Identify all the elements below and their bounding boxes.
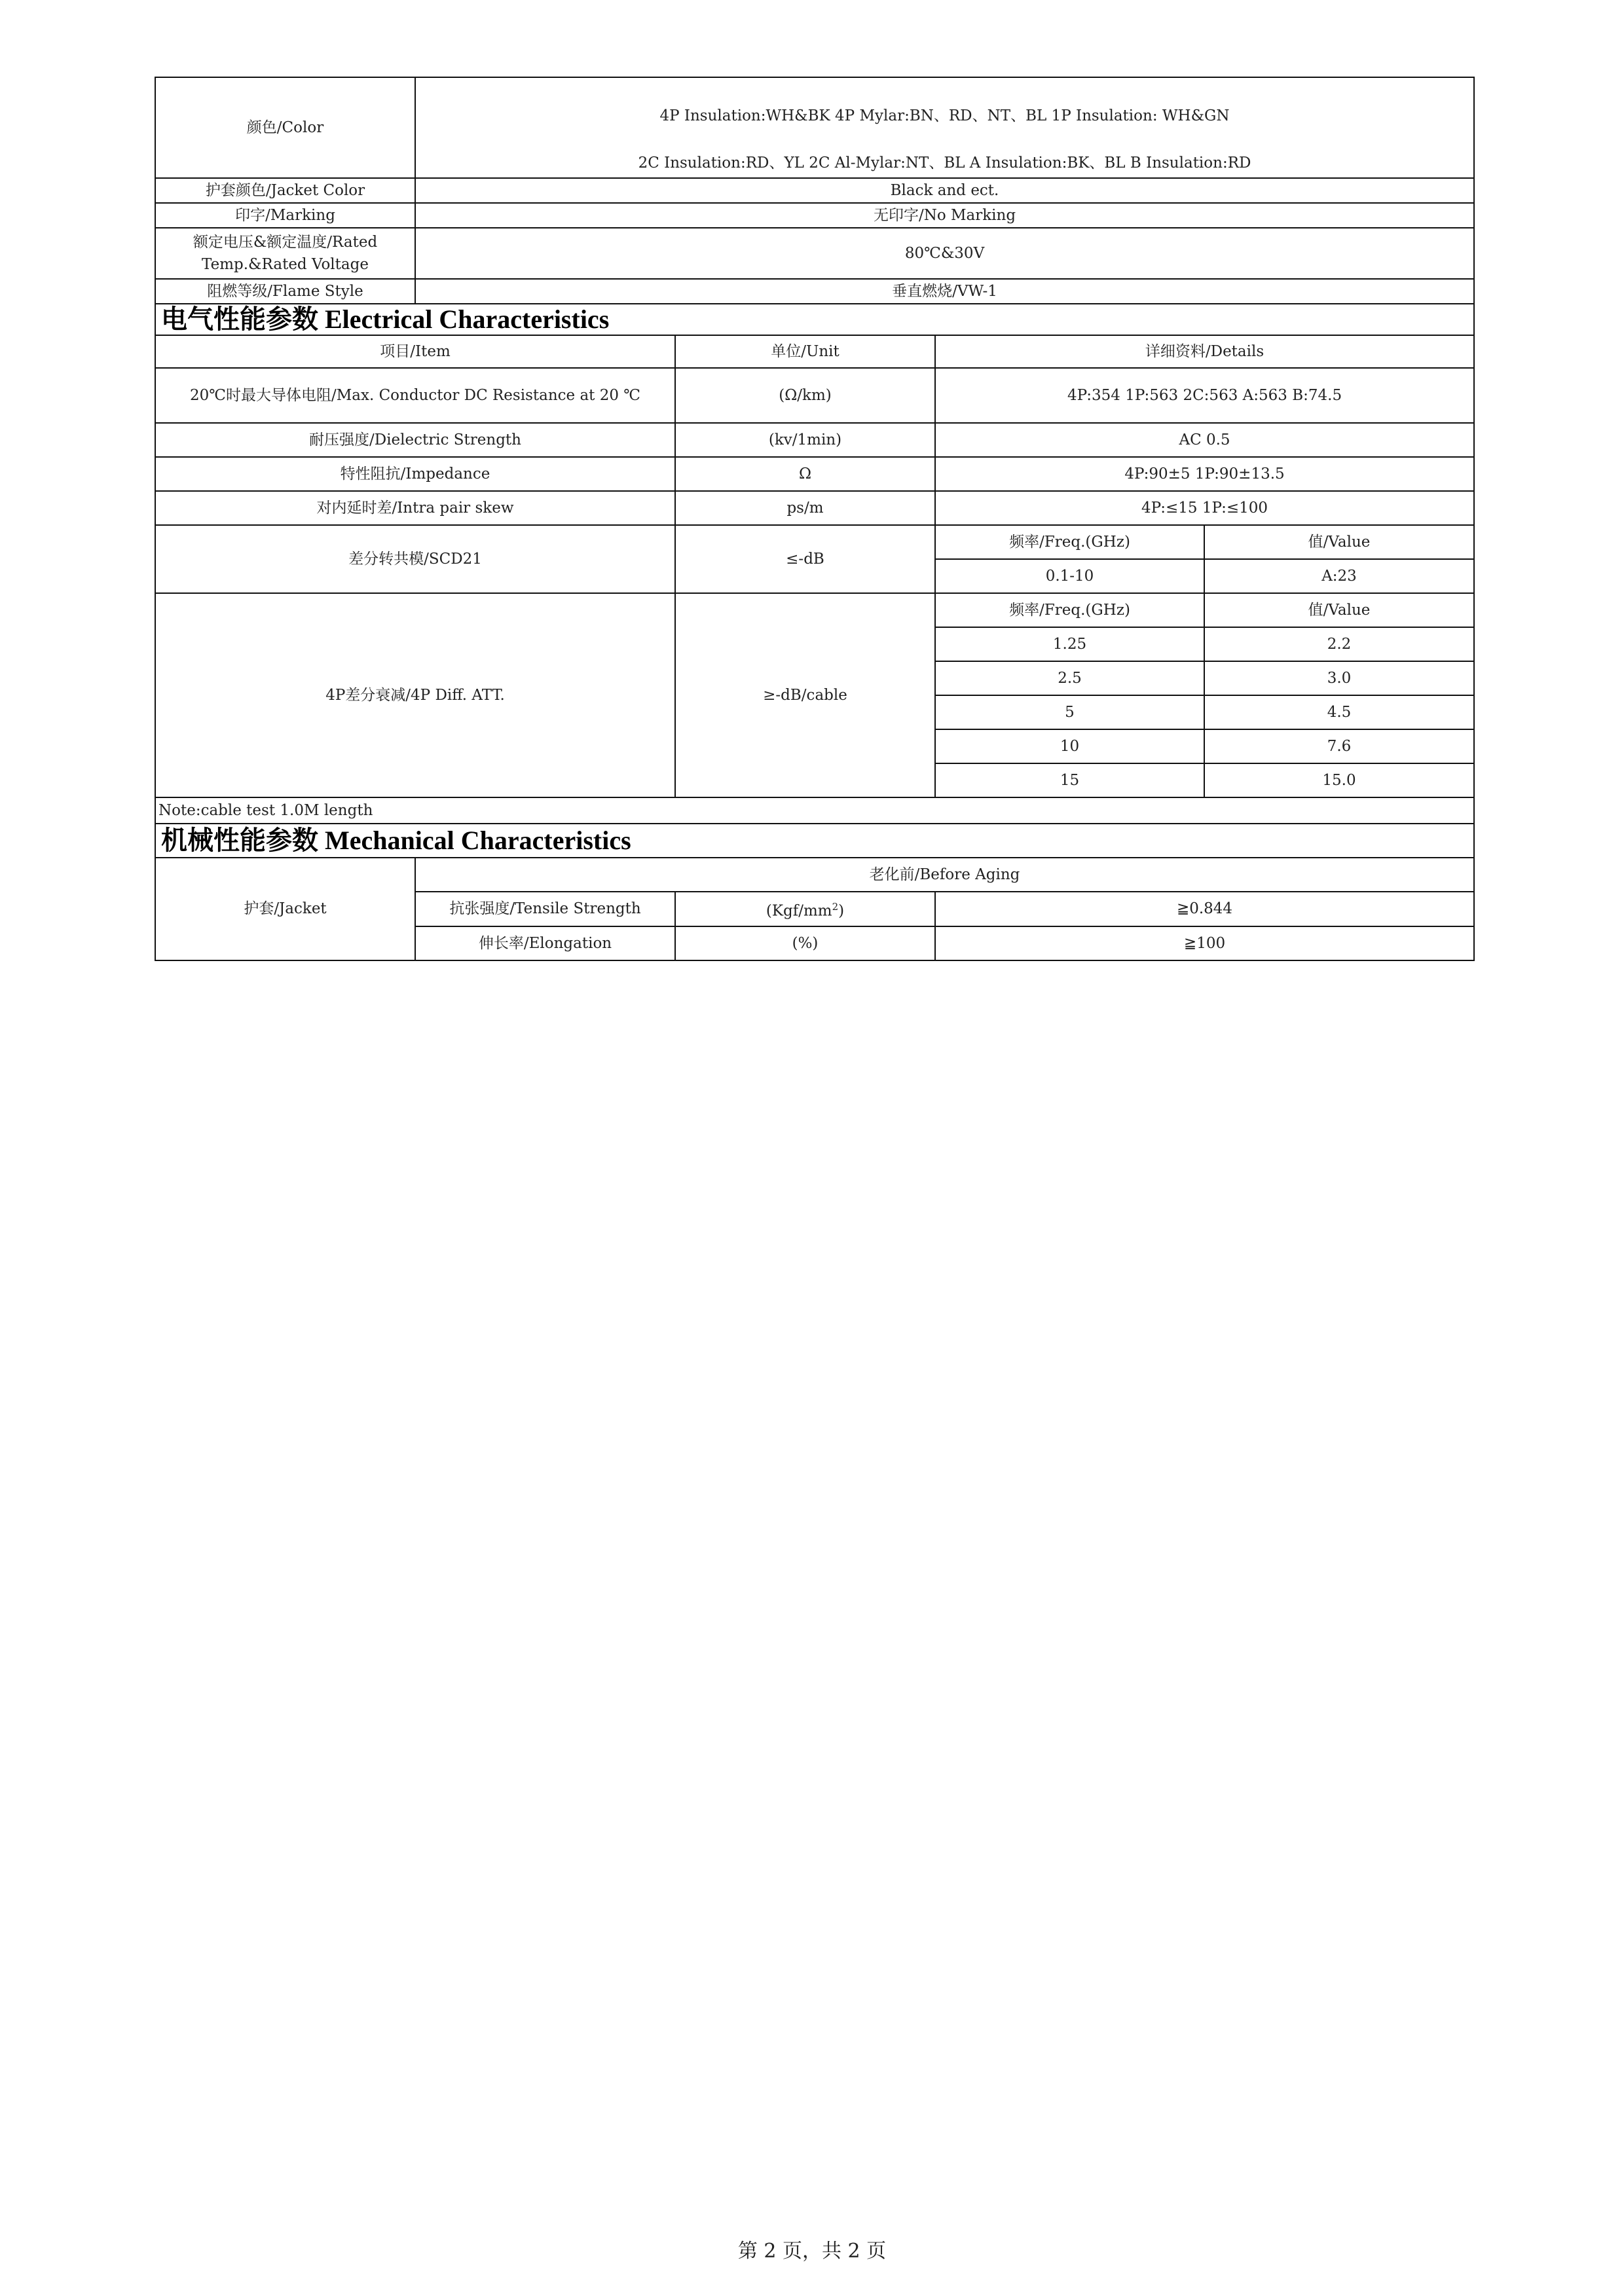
rated-value: 80℃&30V bbox=[415, 228, 1474, 279]
row-skew bbox=[155, 491, 1474, 525]
marking-value: 无印字/No Marking bbox=[415, 203, 1474, 228]
tensile-label: 抗张强度/Tensile Strength bbox=[415, 892, 675, 926]
row-att-header bbox=[155, 593, 1474, 627]
scd21-value: A:23 bbox=[1204, 559, 1474, 593]
color-line-1: 4P Insulation:WH&BK 4P Mylar:BN、RD、NT、BL 1P Insulation: WH&GN bbox=[659, 107, 1230, 124]
color-label: 颜色/Color bbox=[155, 77, 415, 178]
before-aging-label: 老化前/Before Aging bbox=[415, 858, 1474, 892]
tensile-value: ≧0.844 bbox=[935, 892, 1474, 926]
att-unit: ≥-dB/cable bbox=[675, 593, 935, 797]
row-before-aging bbox=[155, 858, 1474, 892]
row-note bbox=[155, 797, 1474, 824]
dielectric-details: AC 0.5 bbox=[935, 423, 1474, 457]
spec-table bbox=[155, 77, 1475, 961]
dc-resistance-unit: (Ω/km) bbox=[675, 368, 935, 423]
tensile-unit-close: ) bbox=[838, 902, 845, 920]
impedance-item: 特性阻抗/Impedance bbox=[155, 457, 675, 491]
row-flame bbox=[155, 279, 1474, 304]
tensile-unit-text: (Kgf/mm bbox=[766, 902, 832, 920]
mechanical-heading: 机械性能参数 Mechanical Characteristics bbox=[155, 824, 1474, 858]
marking-label: 印字/Marking bbox=[155, 203, 415, 228]
att-value: 4.5 bbox=[1204, 695, 1474, 729]
att-freq: 5 bbox=[935, 695, 1204, 729]
rated-label: 额定电压&额定温度/Rated Temp.&Rated Voltage bbox=[155, 228, 415, 279]
dielectric-unit: (kv/1min) bbox=[675, 423, 935, 457]
tensile-unit-sup: 2 bbox=[832, 901, 839, 913]
att-freq-header: 频率/Freq.(GHz) bbox=[935, 593, 1204, 627]
row-impedance bbox=[155, 457, 1474, 491]
dc-resistance-item: 20℃时最大导体电阻/Max. Conductor DC Resistance at 20 ℃ bbox=[155, 368, 675, 423]
jacket-label: 护套/Jacket bbox=[155, 858, 415, 960]
electrical-note: Note:cable test 1.0M length bbox=[155, 797, 1474, 824]
row-marking bbox=[155, 203, 1474, 228]
att-value: 7.6 bbox=[1204, 729, 1474, 763]
att-value: 15.0 bbox=[1204, 763, 1474, 797]
elongation-unit: (%) bbox=[675, 926, 935, 960]
header-unit: 单位/Unit bbox=[675, 335, 935, 368]
scd21-freq-header: 频率/Freq.(GHz) bbox=[935, 525, 1204, 559]
row-jacket-color bbox=[155, 178, 1474, 203]
page-footer: 第 2 页，共 2 页 bbox=[737, 2240, 887, 2263]
scd21-value-header: 值/Value bbox=[1204, 525, 1474, 559]
elongation-label: 伸长率/Elongation bbox=[415, 926, 675, 960]
skew-unit: ps/m bbox=[675, 491, 935, 525]
header-details: 详细资料/Details bbox=[935, 335, 1474, 368]
skew-details: 4P:≤15 1P:≤100 bbox=[935, 491, 1474, 525]
row-mechanical-heading bbox=[155, 824, 1474, 858]
scd21-item: 差分转共模/SCD21 bbox=[155, 525, 675, 593]
jacket-color-value: Black and ect. bbox=[415, 178, 1474, 203]
color-line-2: 2C Insulation:RD、YL 2C Al-Mylar:NT、BL A Insulation:BK、BL B Insulation:RD bbox=[638, 155, 1251, 172]
att-freq: 2.5 bbox=[935, 661, 1204, 695]
row-color bbox=[155, 77, 1474, 178]
spec-sheet bbox=[155, 77, 1473, 961]
att-value: 3.0 bbox=[1204, 661, 1474, 695]
flame-value: 垂直燃烧/VW-1 bbox=[415, 279, 1474, 304]
dielectric-item: 耐压强度/Dielectric Strength bbox=[155, 423, 675, 457]
scd21-unit: ≤-dB bbox=[675, 525, 935, 593]
att-freq: 15 bbox=[935, 763, 1204, 797]
dc-resistance-details: 4P:354 1P:563 2C:563 A:563 B:74.5 bbox=[935, 368, 1474, 423]
color-value bbox=[415, 77, 1474, 178]
row-electrical-heading bbox=[155, 304, 1474, 335]
header-item: 项目/Item bbox=[155, 335, 675, 368]
row-rated bbox=[155, 228, 1474, 279]
row-dielectric bbox=[155, 423, 1474, 457]
att-item: 4P差分衰减/4P Diff. ATT. bbox=[155, 593, 675, 797]
impedance-details: 4P:90±5 1P:90±13.5 bbox=[935, 457, 1474, 491]
att-value-header: 值/Value bbox=[1204, 593, 1474, 627]
skew-item: 对内延时差/Intra pair skew bbox=[155, 491, 675, 525]
scd21-freq: 0.1-10 bbox=[935, 559, 1204, 593]
att-value: 2.2 bbox=[1204, 627, 1474, 661]
impedance-unit: Ω bbox=[675, 457, 935, 491]
row-scd21-header bbox=[155, 525, 1474, 559]
flame-label: 阻燃等级/Flame Style bbox=[155, 279, 415, 304]
tensile-unit bbox=[675, 892, 935, 926]
electrical-heading: 电气性能参数 Electrical Characteristics bbox=[155, 304, 1474, 335]
row-electrical-headers bbox=[155, 335, 1474, 368]
att-freq: 10 bbox=[935, 729, 1204, 763]
jacket-color-label: 护套颜色/Jacket Color bbox=[155, 178, 415, 203]
row-dc-resistance bbox=[155, 368, 1474, 423]
att-freq: 1.25 bbox=[935, 627, 1204, 661]
elongation-value: ≧100 bbox=[935, 926, 1474, 960]
